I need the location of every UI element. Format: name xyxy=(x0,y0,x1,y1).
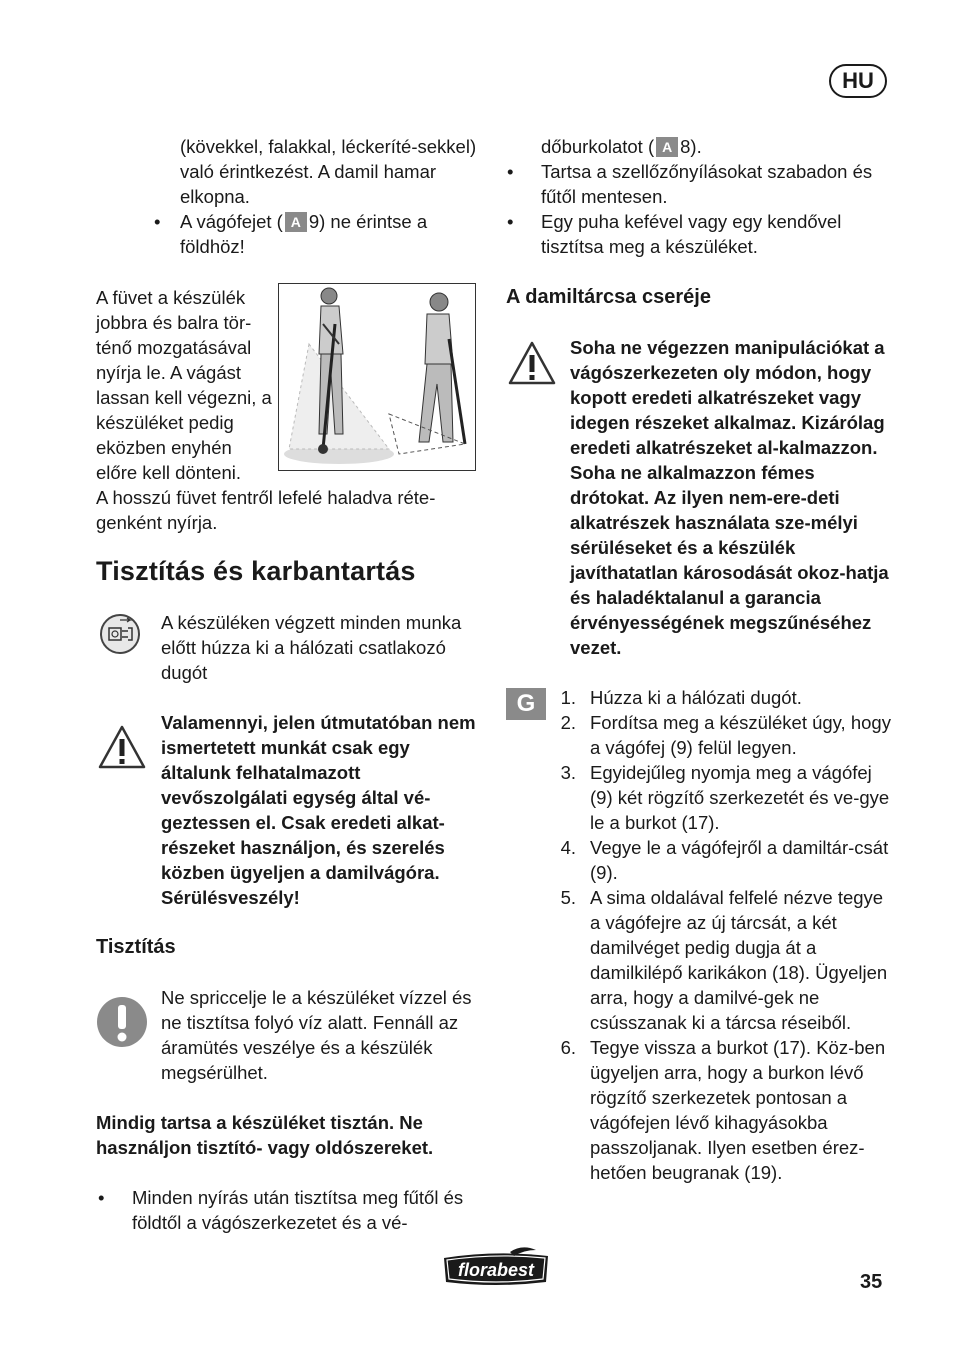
warning-text: Soha ne végezzen manipulációkat a vágószerkezeten oly módon, hogy kopott eredeti alkatrészeket vagy idegen részeket alkalmaz. Kizárólag eredeti alkatrészeket al-kalmazzon. Soha ne alkalmazzon fémes drótokat. Az ilyen nem-ere-deti alkatrészek használata sze-mélyi sérüléseket és a készülék javíthatatlan károsodását okoz-hatja és haladéktalanul a garancia érvényességének megszűnéséhez vezet. xyxy=(570,337,889,658)
warning-text: Valamennyi, jelen útmutatóban nem ismertetett munkát csak egy általunk felhatalmazott vevőszolgálati egység által vé-geztessen el. Csak eredeti alkat-részeket használjon, és szerelés közben ügyeljen a damilvágóra. Sérülésveszély! xyxy=(161,712,476,908)
page-number: 35 xyxy=(860,1271,883,1293)
bullet-dot: • xyxy=(154,211,161,232)
long-grass-note: A hosszú füvet fentről lefelé haladva réte-genként nyírja. xyxy=(96,487,436,533)
bullet-item: • Tartsa a szellőzőnyílásokat szabadon és fűtől mentesen. xyxy=(507,161,873,207)
bullet-dot: • xyxy=(507,211,514,232)
cleaning-title: Tisztítás xyxy=(96,936,176,958)
section-title: Tisztítás és karbantartás xyxy=(96,556,416,586)
list-item: 3. Egyidejűleg nyomja meg a vágófej (9) két rögzítő szerkezetét és ve-gye le a burkot (17). xyxy=(560,762,890,833)
list-item: 5. A sima oldalával felfelé nézve tegye a vágófejre az új tárcsát, a két damilvéget pedig dugja át a damilkilépő karikákon (18). Ügyeljen arra, hogy a damilvé-gek ne csússzanak ki a tárcsa réseiből. xyxy=(560,887,888,1033)
right-continuation: dőburkolatot ( A 8). xyxy=(541,136,702,157)
spool-title: A damiltárcsa cseréje xyxy=(506,286,711,308)
steps-list xyxy=(556,685,896,1185)
unplug-icon xyxy=(98,612,142,656)
list-item: 4. Vegye le a vágófejről a damiltár-csát (9). xyxy=(560,837,889,883)
caution-icon xyxy=(96,996,148,1048)
figure-ref-badge: A xyxy=(656,137,678,157)
mowing-instructions: A füvet a készülék jobbra és balra tör-ténő mozgatásával nyírja le. A vágást lassan kell végezni, a készüléket pedig eközben enyhén előre kell dönteni. xyxy=(96,287,272,483)
bullet-dot: • xyxy=(507,161,514,182)
unplug-note: A készüléken végzett minden munka előtt húzza ki a hálózati csatlakozó dugót xyxy=(161,612,462,683)
caution-text: Ne spriccelje le a készüléket vízzel és ne tisztítsa folyó víz alatt. Fennáll az áramütés veszélye és a készülék megsérülhet. xyxy=(161,987,472,1083)
bullet-item: • Minden nyírás után tisztítsa meg fűtől és földtől a vágószerkezetet és a vé- xyxy=(98,1187,464,1233)
warning-icon xyxy=(507,340,557,386)
figure-ref-badge: A xyxy=(285,212,307,232)
list-item: 1. Húzza ki a hálózati dugót. xyxy=(560,687,802,708)
list-item: 6. Tegye vissza a burkot (17). Köz-ben ügyeljen arra, hogy a burkon lévő rögzítő szerkezetek pontosan a vágófejen lévő kihagyásokba passzoljanak. Ilyen esetben érez-hetően beugranak (19). xyxy=(560,1037,886,1183)
florabest-logo xyxy=(440,1246,552,1288)
warning-icon xyxy=(97,724,147,770)
language-badge: HU xyxy=(829,64,887,98)
figure-badge: G xyxy=(506,688,546,720)
bullet-item: • A vágófejet ( A 9) ne érintse a földhöz! xyxy=(154,211,428,257)
bullet-dot: • xyxy=(98,1187,105,1208)
mowing-person-icon xyxy=(279,284,475,470)
cleaning-bold-note: Mindig tartsa a készüléket tisztán. Ne használjon tisztító- vagy oldószereket. xyxy=(96,1112,434,1158)
mowing-illustration xyxy=(278,283,476,471)
svg-text:florabest: florabest xyxy=(457,1260,535,1280)
intro-continuation: (kövekkel, falakkal, léckeríté-sekkel) való érintkezést. A damil hamar elkopna. xyxy=(180,136,477,207)
list-item: 2. Fordítsa meg a készüléket úgy, hogy a vágófej (9) felül legyen. xyxy=(560,712,891,758)
bullet-item: • Egy puha kefével vagy egy kendővel tisztítsa meg a készüléket. xyxy=(507,211,842,257)
